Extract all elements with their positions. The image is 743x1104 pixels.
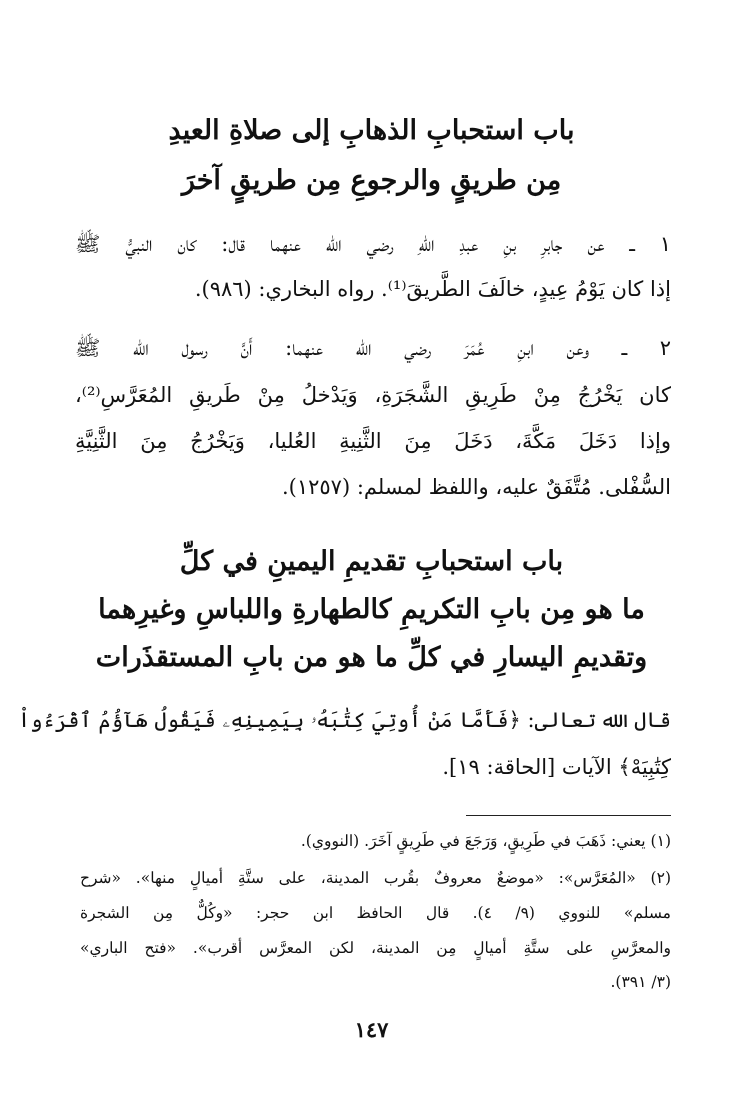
footnote2-line4: (٣/ ٣٩١). bbox=[610, 973, 671, 991]
hadith2-line3: وإذا دَخَلَ مَكَّةَ، دَخَلَ مِنَ الثَّنِيةِ العُليا، وَيَخْرُجُ مِنَ الثَّنِيَّةِ bbox=[75, 429, 671, 453]
footnote2-line2: مسلم» للنووي (٩/ ٤). قال الحافظ ابن حجر: «وكُلٌّ مِن الشجرة bbox=[80, 904, 671, 922]
chapter1-title-line1: باب استحبابِ الذهابِ إلى صلاةِ العيدِ bbox=[168, 115, 575, 146]
hadith2-line2: كان يَخْرُجُ مِنْ طَرِيقِ الشَّجَرَةِ، وَيَدْخلُ مِنْ طَريقِ المُعَرَّسِ⁽²⁾، bbox=[75, 383, 671, 407]
verse-line1: قال الله تعالى: ﴿فَأَمَّا مَنْ أُوتِيَ كِتَٰبَهُۥ بِيَمِينِهِۦ فَيَقُولُ هَآؤُمُ ٱقْرَءُواْ bbox=[17, 708, 671, 732]
footnote2-line1: (٢) «المُعَرَّس»: «موضعٌ معروفٌ بقُرب المدينة، على ستَّةِ أميالٍ منها». «شرح bbox=[80, 869, 671, 887]
footnote2-line3: والمعرَّسِ على ستَّةِ أميالٍ مِن المدينة، لكن المعرَّس أقرب». «فتح الباري» bbox=[80, 939, 671, 957]
chapter2-title-line2: ما هو مِن بابِ التكريمِ كالطهارةِ واللباسِ وغيرِهما bbox=[98, 594, 645, 625]
footnote-separator bbox=[466, 815, 671, 816]
hadith1-line1: ١ ــ عن جابرِ بنِ عبدِ اللهِ رضي الله عنهما قال: كان النبيُّ ﷺ bbox=[75, 232, 671, 256]
verse-line2: كِتَٰبِيَهْ﴾ الآيات [الحاقة: ١٩]. bbox=[442, 755, 671, 779]
footnote1-line: (١) يعني: ذَهَبَ في طَرِيقٍ، وَرَجَعَ في طَرِيقٍ آخَرَ. (النووي). bbox=[300, 832, 671, 850]
page-number: ١٤٧ bbox=[354, 1017, 389, 1042]
hadith2-line1: ٢ ــ وعن ابنِ عُمَرَ رضي الله عنهما: أَنَّ رسول الله ﷺ bbox=[75, 336, 671, 360]
hadith1-line2: إذا كان يَوْمُ عِيدٍ، خالَفَ الطَّريقَ⁽¹⁾. رواه البخاري: (٩٨٦). bbox=[194, 277, 671, 301]
hadith2-line4: السُّفْلى. مُتَّفَقٌ عليه، واللفظ لمسلم: (١٢٥٧). bbox=[281, 475, 671, 499]
chapter2-title-line1: باب استحبابِ تقديمِ اليمينِ في كلِّ bbox=[179, 546, 564, 577]
chapter2-title-line3: وتقديمِ اليسارِ في كلِّ ما هو من بابِ المستقذَرات bbox=[95, 642, 648, 673]
chapter1-title-line2: مِن طريقٍ والرجوعِ مِن طريقٍ آخرَ bbox=[181, 165, 562, 196]
